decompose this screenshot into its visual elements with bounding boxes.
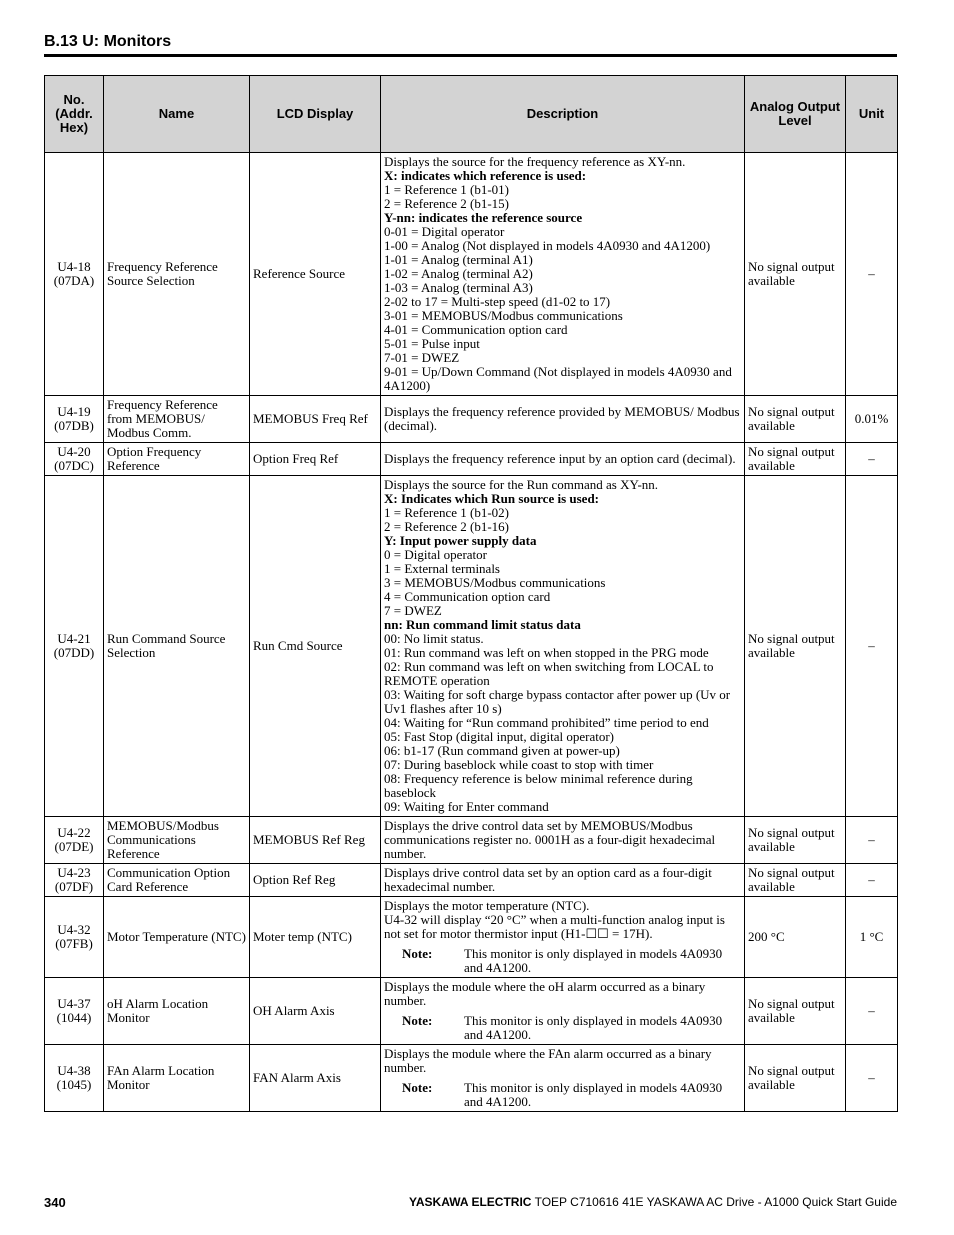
header-description: Description <box>381 76 745 153</box>
header-name: Name <box>104 76 250 153</box>
note <box>384 1014 741 1042</box>
lcd-display-cell <box>250 476 381 817</box>
description-line: nn: Run command limit status data <box>384 617 581 632</box>
table-row <box>45 1045 898 1112</box>
description-line: 1 = Reference 1 (b1-02) <box>384 505 509 520</box>
monitor-name: oH Alarm Location Monitor <box>107 996 209 1025</box>
page-number: 340 <box>44 1195 66 1210</box>
monitor-number-cell <box>45 153 104 396</box>
analog-output-cell <box>745 897 846 978</box>
table-row <box>45 978 898 1045</box>
monitor-name-cell <box>104 978 250 1045</box>
description-line: 7-01 = DWEZ <box>384 350 460 365</box>
analog-output-cell <box>745 1045 846 1112</box>
description-line: 08: Frequency reference is below minimal reference during baseblock <box>384 771 693 800</box>
table-row <box>45 817 898 864</box>
note <box>384 947 741 975</box>
analog-output-cell <box>745 817 846 864</box>
monitor-number: U4-18 <box>57 259 91 274</box>
description-cell <box>381 153 745 396</box>
description-line: 7 = DWEZ <box>384 603 442 618</box>
monitor-address: (1044) <box>56 1010 92 1025</box>
description-line: Y: Input power supply data <box>384 533 537 548</box>
unit: – <box>868 451 875 466</box>
lcd-display: Option Ref Reg <box>253 872 336 887</box>
footer-doc-title: TOEP C710616 41E YASKAWA AC Drive - A1000 Quick Start Guide <box>534 1195 897 1209</box>
monitor-address: (07DC) <box>54 458 94 473</box>
description-line: Displays the frequency reference provided by MEMOBUS/ Modbus (decimal). <box>384 404 740 433</box>
monitor-table <box>44 75 898 1112</box>
table-row <box>45 153 898 396</box>
monitor-number: U4-20 <box>57 444 91 459</box>
description-cell <box>381 817 745 864</box>
unit-cell <box>846 1045 898 1112</box>
note-label: Note: <box>402 1013 433 1028</box>
monitor-number-cell <box>45 817 104 864</box>
unit: – <box>868 266 875 281</box>
analog-output-level: No signal output available <box>748 259 835 288</box>
lcd-display-cell <box>250 897 381 978</box>
monitor-name-cell <box>104 897 250 978</box>
description-line: 2 = Reference 2 (b1-15) <box>384 196 509 211</box>
lcd-display-cell <box>250 153 381 396</box>
description-cell <box>381 1045 745 1112</box>
unit-cell <box>846 396 898 443</box>
analog-output-cell <box>745 864 846 897</box>
title-rule <box>44 54 897 57</box>
monitor-number: U4-37 <box>57 996 91 1011</box>
monitor-name: Motor Temperature (NTC) <box>107 929 246 944</box>
unit-cell <box>846 476 898 817</box>
description-cell <box>381 978 745 1045</box>
monitor-address: (07FB) <box>55 936 93 951</box>
monitor-name: Frequency Reference Source Selection <box>107 259 218 288</box>
monitor-name: Communication Option Card Reference <box>107 865 231 894</box>
table-row <box>45 443 898 476</box>
analog-output-cell <box>745 153 846 396</box>
monitor-name-cell <box>104 396 250 443</box>
analog-output-level: No signal output available <box>748 865 835 894</box>
note-label: Note: <box>402 1080 433 1095</box>
description-line: 1-02 = Analog (terminal A2) <box>384 266 533 281</box>
description-line: X: indicates which reference is used: <box>384 168 587 183</box>
description-line: 05: Fast Stop (digital input, digital operator) <box>384 729 615 744</box>
description-line: 01: Run command was left on when stopped in the PRG mode <box>384 645 709 660</box>
description-line: U4-32 will display “20 °C” when a multi-function analog input is not set for motor thermistor input (H1-☐☐ = 17H). <box>384 912 725 941</box>
description-line: X: Indicates which Run source is used: <box>384 491 600 506</box>
lcd-display: OH Alarm Axis <box>253 1003 335 1018</box>
lcd-display: Option Freq Ref <box>253 451 339 466</box>
lcd-display-cell <box>250 1045 381 1112</box>
description-line: 5-01 = Pulse input <box>384 336 480 351</box>
monitor-number: U4-21 <box>57 631 91 646</box>
description-line: 0-01 = Digital operator <box>384 224 505 239</box>
description-line: Displays drive control data set by an option card as a four-digit hexadecimal number. <box>384 865 712 894</box>
header-analog: Analog Output Level <box>745 76 846 153</box>
monitor-number: U4-19 <box>57 404 91 419</box>
description-cell <box>381 396 745 443</box>
note-text: This monitor is only displayed in models 4A0930 and 4A1200. <box>464 946 723 975</box>
monitor-number-cell <box>45 897 104 978</box>
note-label: Note: <box>402 946 433 961</box>
monitor-number-cell <box>45 1045 104 1112</box>
note-text: This monitor is only displayed in models 4A0930 and 4A1200. <box>464 1080 723 1109</box>
unit-cell <box>846 897 898 978</box>
lcd-display: MEMOBUS Ref Reg <box>253 832 365 847</box>
analog-output-cell <box>745 978 846 1045</box>
description-cell <box>381 897 745 978</box>
note <box>384 1081 741 1109</box>
header-no: No. (Addr. Hex) <box>45 76 104 153</box>
monitor-name-cell <box>104 817 250 864</box>
analog-output-level: No signal output available <box>748 825 835 854</box>
description-line: 04: Waiting for “Run command prohibited” time period to end <box>384 715 709 730</box>
monitor-name: FAn Alarm Location Monitor <box>107 1063 215 1092</box>
description-line: Displays the drive control data set by MEMOBUS/Modbus communications register no. 0001H as a four-digit hexadecimal number. <box>384 818 716 861</box>
header-unit: Unit <box>846 76 898 153</box>
description-line: 1-00 = Analog (Not displayed in models 4A0930 and 4A1200) <box>384 238 711 253</box>
monitor-name-cell <box>104 443 250 476</box>
unit: 1 °C <box>859 929 884 944</box>
description-line: Displays the motor temperature (NTC). <box>384 898 590 913</box>
analog-output-level: No signal output available <box>748 631 835 660</box>
monitor-number: U4-38 <box>57 1063 91 1078</box>
description-line: 1-03 = Analog (terminal A3) <box>384 280 533 295</box>
description-line: Y-nn: indicates the reference source <box>384 210 583 225</box>
description-cell <box>381 443 745 476</box>
lcd-display: FAN Alarm Axis <box>253 1070 341 1085</box>
description-line: 09: Waiting for Enter command <box>384 799 549 814</box>
monitor-name: Option Frequency Reference <box>107 444 202 473</box>
analog-output-level: No signal output available <box>748 1063 835 1092</box>
monitor-number: U4-22 <box>57 825 91 840</box>
description-line: 02: Run command was left on when switching from LOCAL to REMOTE operation <box>384 659 714 688</box>
description-line: 06: b1-17 (Run command given at power-up) <box>384 743 620 758</box>
unit-cell <box>846 864 898 897</box>
header-lcd: LCD Display <box>250 76 381 153</box>
monitor-address: (07DF) <box>54 879 94 894</box>
table-row <box>45 476 898 817</box>
footer-brand: YASKAWA ELECTRIC <box>408 1195 532 1209</box>
description-line: 00: No limit status. <box>384 631 484 646</box>
monitor-address: (1045) <box>56 1077 92 1092</box>
monitor-number-cell <box>45 443 104 476</box>
description-line: 03: Waiting for soft charge bypass contactor after power up (Uv or Uv1 flashes after 10 s) <box>384 687 731 716</box>
description-line: 2-02 to 17 = Multi-step speed (d1-02 to 17) <box>384 294 611 309</box>
description-line: 9-01 = Up/Down Command (Not displayed in models 4A0930 and 4A1200) <box>384 364 732 393</box>
description-cell <box>381 476 745 817</box>
description-line: 07: During baseblock while coast to stop with timer <box>384 757 654 772</box>
monitor-name-cell <box>104 153 250 396</box>
monitor-number: U4-23 <box>57 865 91 880</box>
table-row <box>45 897 898 978</box>
lcd-display: Reference Source <box>253 266 346 281</box>
monitor-name: Run Command Source Selection <box>107 631 226 660</box>
table-row <box>45 864 898 897</box>
unit: – <box>868 638 875 653</box>
monitor-number-cell <box>45 864 104 897</box>
note-text: This monitor is only displayed in models 4A0930 and 4A1200. <box>464 1013 723 1042</box>
analog-output-cell <box>745 443 846 476</box>
lcd-display: Run Cmd Source <box>253 638 343 653</box>
description-line: Displays the module where the FAn alarm occurred as a binary number. <box>384 1046 712 1075</box>
monitor-name-cell <box>104 476 250 817</box>
unit-cell <box>846 978 898 1045</box>
description-line: 4 = Communication option card <box>384 589 551 604</box>
monitor-name: Frequency Reference from MEMOBUS/ Modbus Comm. <box>107 397 218 440</box>
description-line: 2 = Reference 2 (b1-16) <box>384 519 509 534</box>
analog-output-level: 200 °C <box>748 929 785 944</box>
monitor-number-cell <box>45 476 104 817</box>
monitor-address: (07DE) <box>54 839 94 854</box>
monitor-name: MEMOBUS/Modbus Communications Reference <box>107 818 219 861</box>
footer-doc-info <box>409 1195 897 1209</box>
monitor-name-cell <box>104 1045 250 1112</box>
description-line: Displays the source for the frequency reference as XY-nn. <box>384 154 686 169</box>
monitor-address: (07DA) <box>53 273 95 288</box>
description-line: 1 = Reference 1 (b1-01) <box>384 182 509 197</box>
analog-output-level: No signal output available <box>748 444 835 473</box>
description-line: Displays the source for the Run command as XY-nn. <box>384 477 659 492</box>
lcd-display-cell <box>250 978 381 1045</box>
section-title: B.13 U: Monitors <box>44 33 172 50</box>
header-row <box>45 76 898 153</box>
lcd-display: Moter temp (NTC) <box>253 929 352 944</box>
lcd-display-cell <box>250 817 381 864</box>
lcd-display-cell <box>250 443 381 476</box>
description-line: 3-01 = MEMOBUS/Modbus communications <box>384 308 623 323</box>
unit-cell <box>846 153 898 396</box>
monitor-address: (07DB) <box>54 418 94 433</box>
description-cell <box>381 864 745 897</box>
unit: – <box>868 872 875 887</box>
unit: 0.01% <box>854 411 889 426</box>
monitor-address: (07DD) <box>53 645 95 660</box>
monitor-name-cell <box>104 864 250 897</box>
monitor-number-cell <box>45 396 104 443</box>
analog-output-level: No signal output available <box>748 996 835 1025</box>
unit: – <box>868 1070 875 1085</box>
description-line: 0 = Digital operator <box>384 547 487 562</box>
description-line: Displays the module where the oH alarm occurred as a binary number. <box>384 979 706 1008</box>
monitor-number-cell <box>45 978 104 1045</box>
description-line: 3 = MEMOBUS/Modbus communications <box>384 575 606 590</box>
description-line: 1-01 = Analog (terminal A1) <box>384 252 533 267</box>
description-line: Displays the frequency reference input by an option card (decimal). <box>384 451 736 466</box>
unit-cell <box>846 817 898 864</box>
lcd-display: MEMOBUS Freq Ref <box>253 411 368 426</box>
unit-cell <box>846 443 898 476</box>
description-line: 1 = External terminals <box>384 561 500 576</box>
description-line: 4-01 = Communication option card <box>384 322 568 337</box>
lcd-display-cell <box>250 396 381 443</box>
analog-output-cell <box>745 476 846 817</box>
analog-output-level: No signal output available <box>748 404 835 433</box>
monitor-number: U4-32 <box>57 922 91 937</box>
lcd-display-cell <box>250 864 381 897</box>
table-row <box>45 396 898 443</box>
analog-output-cell <box>745 396 846 443</box>
unit: – <box>868 1003 875 1018</box>
unit: – <box>868 832 875 847</box>
